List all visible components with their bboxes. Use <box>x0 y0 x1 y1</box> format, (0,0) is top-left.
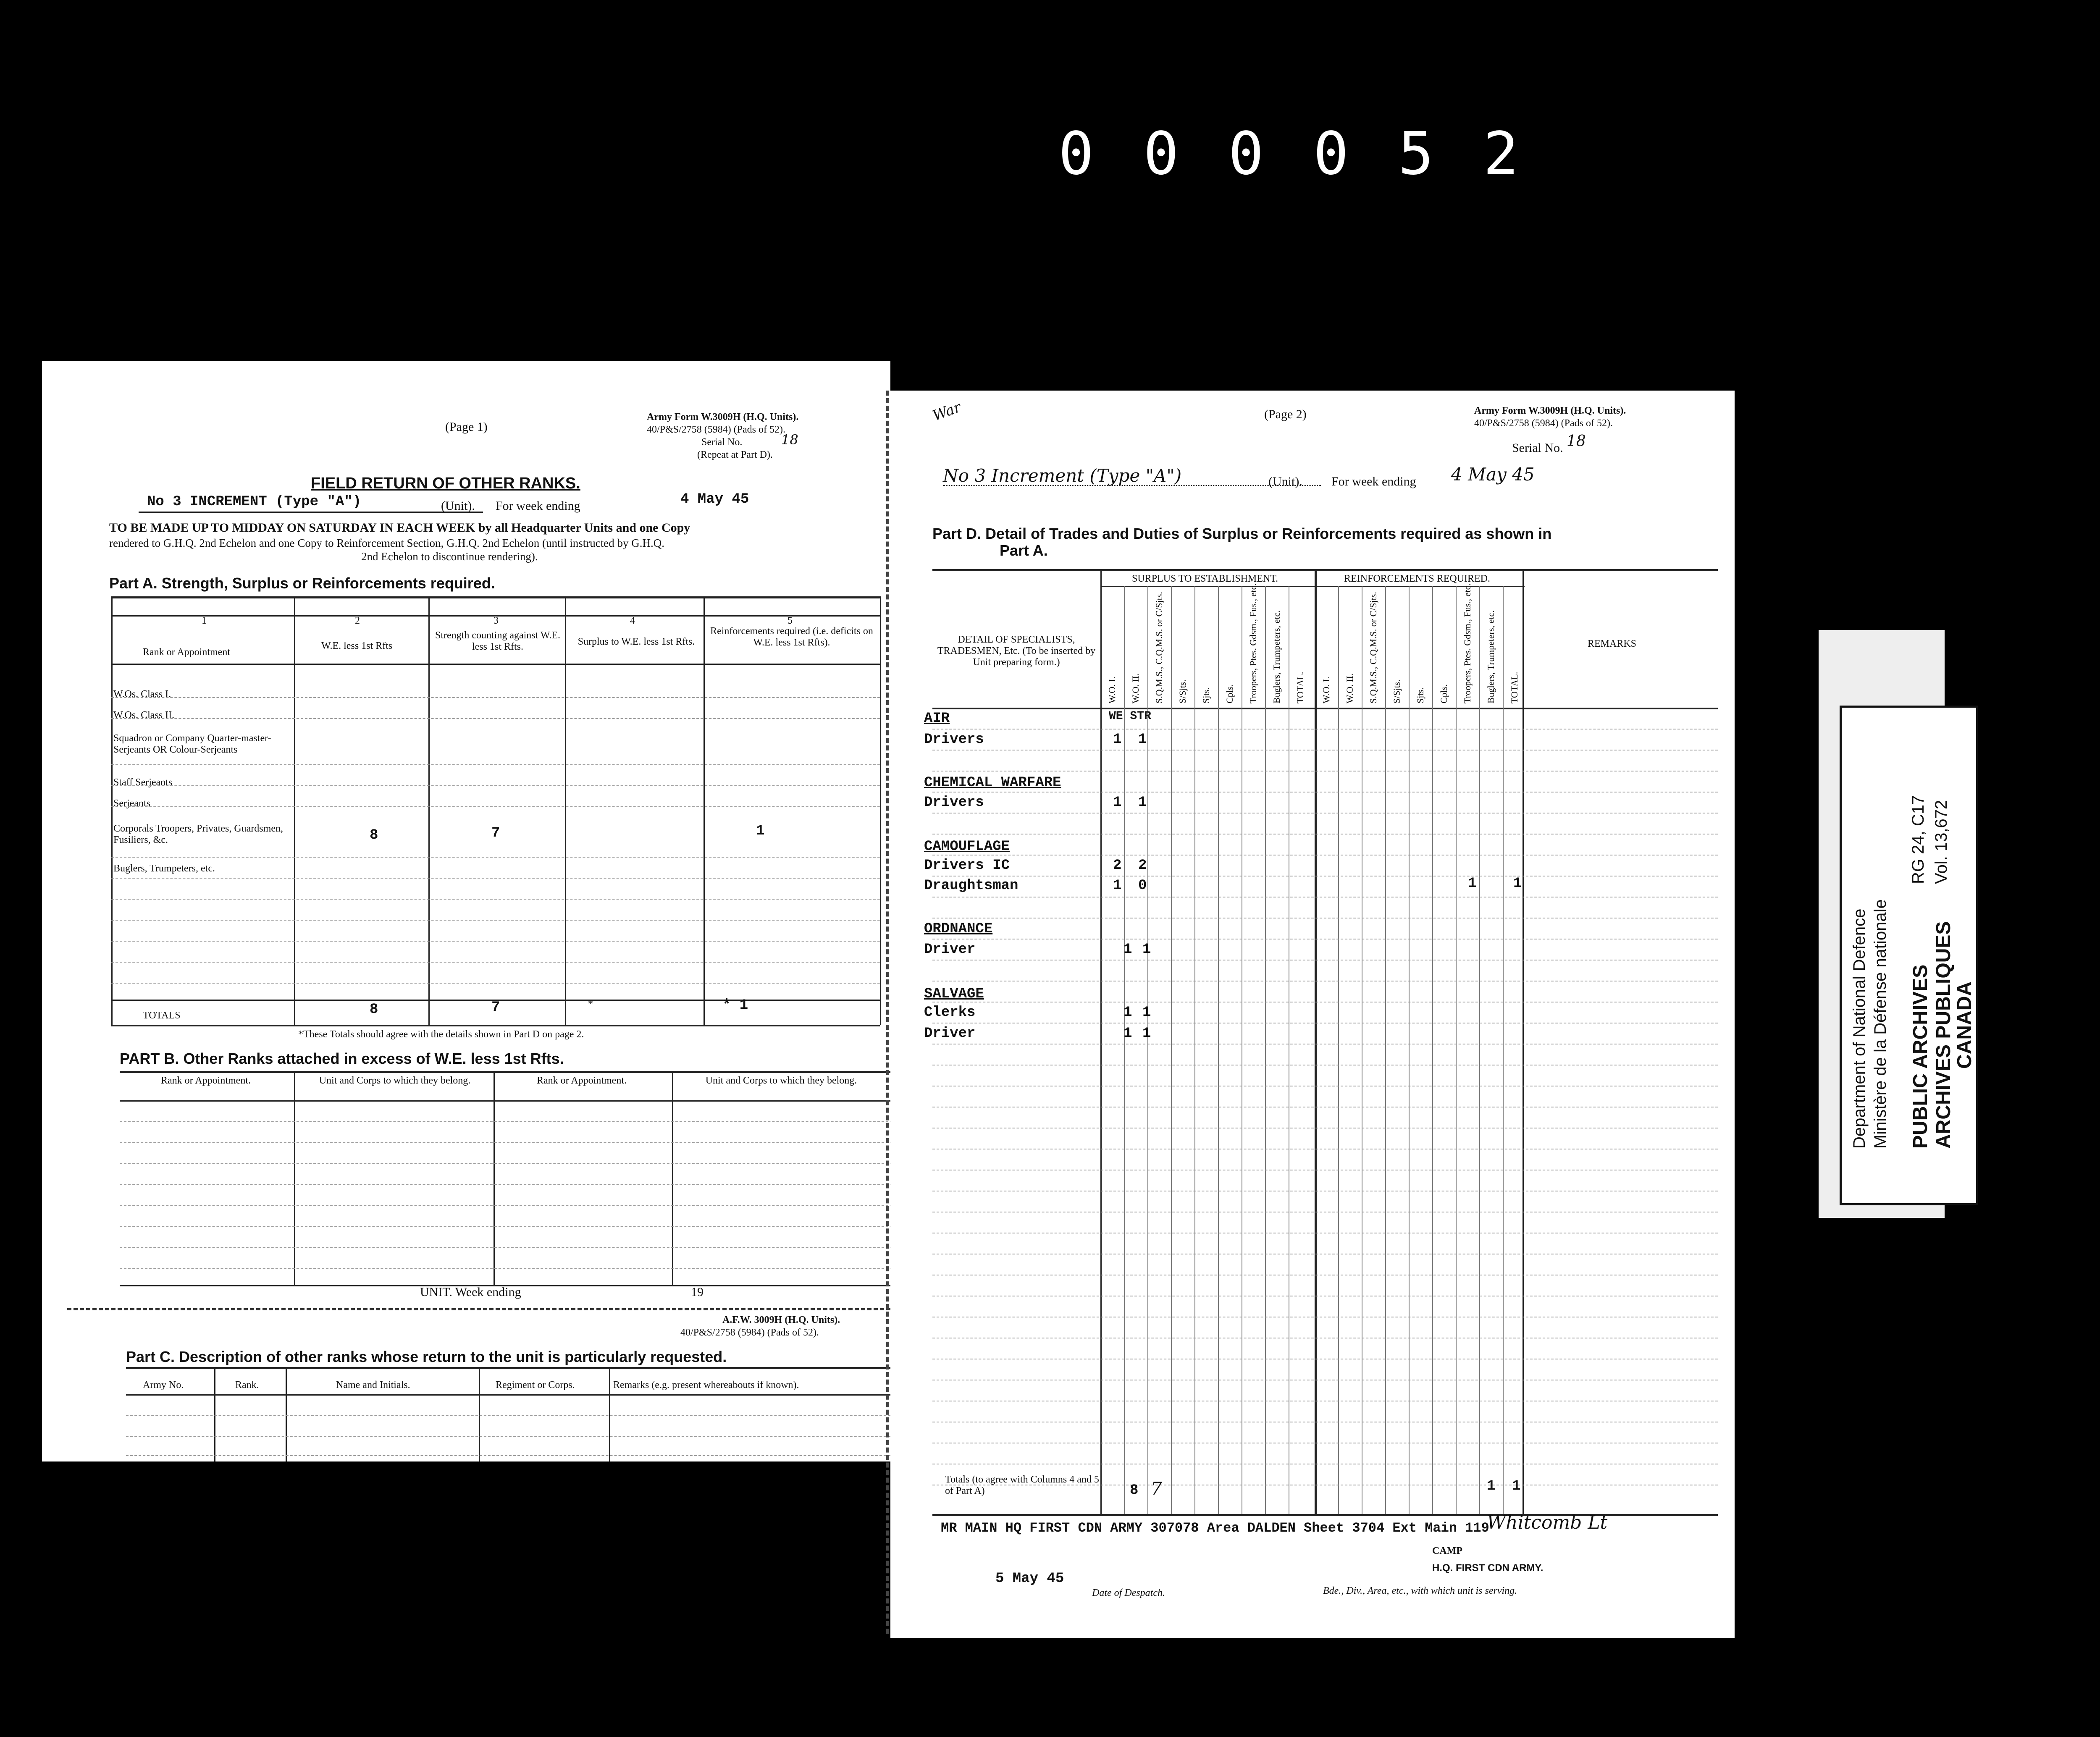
page-2-form-ref: Army Form W.3009H (H.Q. Units). <box>1474 405 1626 416</box>
header-rank: Rank or Appointment <box>143 647 230 658</box>
afw-ref-2: 40/P&S/2758 (5984) (Pads of 52). <box>680 1327 819 1338</box>
location-line: MR MAIN HQ FIRST CDN ARMY 307078 Area DALDEN Sheet 3704 Ext Main 119 <box>941 1520 1489 1536</box>
entry-trade-air: Drivers <box>924 732 984 748</box>
entry-we-chemical: 1 <box>1113 795 1122 811</box>
we-str-label: WE STR <box>1109 710 1151 723</box>
entry-section-camouflage: CAMOUFLAGE <box>924 839 1010 855</box>
page-1-sheet <box>42 361 890 1461</box>
surplus-col-sjts: Sjts. <box>1201 687 1211 703</box>
page-2-form-ref-2: 40/P&S/2758 (5984) (Pads of 52). <box>1474 418 1613 429</box>
week-label: For week ending <box>496 499 580 513</box>
war-stamp: War <box>930 399 963 425</box>
header-surplus: Surplus to W.E. less 1st Rfts. <box>578 636 695 647</box>
reinf-header: REINFORCEMENTS REQUIRED. <box>1344 573 1491 584</box>
header-strength: Strength counting against W.E. less 1st Rfts. <box>435 630 560 652</box>
part-c-header-remarks: Remarks (e.g. present whereabouts if known). <box>613 1380 799 1391</box>
reinf-col-sqms: S.Q.M.S., C.Q.M.S. or C/Sjts. <box>1368 592 1378 703</box>
totals-strength: 7 <box>491 1000 500 1015</box>
entry-str-camouflage-draughtsman: 0 <box>1138 878 1147 894</box>
page-2-serial-label: Serial No. <box>1512 441 1563 455</box>
form-ref: Army Form W.3009H (H.Q. Units). <box>647 412 799 422</box>
entry-we-salvage-driver: 1 <box>1124 1026 1132 1042</box>
archive-country: CANADA <box>1953 981 1976 1069</box>
surplus-col-total: TOTAL. <box>1295 672 1305 703</box>
part-c-header-name: Name and Initials. <box>336 1380 410 1391</box>
col-number-5: 5 <box>788 615 793 626</box>
page-2-totals-we: 8 <box>1130 1482 1139 1498</box>
entry-reinf-total-draughtsman: 1 <box>1513 876 1522 892</box>
entry-we-salvage-clerks: 1 <box>1124 1005 1132 1021</box>
row-strength-6: 7 <box>491 825 500 841</box>
archive-archives-fr: ARCHIVES PUBLIQUES <box>1932 921 1955 1149</box>
part-c-title: Part C. Description of other ranks whose return to the unit is particularly requested. <box>126 1348 727 1365</box>
instructions-3: 2nd Echelon to discontinue rendering). <box>361 550 538 563</box>
surplus-col-ptes: Troopers, Ptes. Gdsm., Fus., etc. <box>1248 583 1258 703</box>
reinf-col-wo1: W.O. I. <box>1321 677 1331 703</box>
formation-label: Bde., Div., Area, etc., with which unit is serving. <box>1323 1585 1517 1596</box>
despatch-label: Date of Despatch. <box>1092 1587 1165 1598</box>
entry-trade-ordnance: Driver <box>924 942 976 958</box>
signature: Whitcomb Lt <box>1487 1512 1608 1533</box>
entry-trade-camouflage-drivers: Drivers IC <box>924 858 1010 874</box>
page-2-label: (Page 2) <box>1264 407 1307 421</box>
archive-vol: Vol. 13,672 <box>1932 800 1950 884</box>
year-prefix: 19 <box>691 1285 704 1299</box>
instructions-2: rendered to G.H.Q. 2nd Echelon and one Copy to Reinforcement Section, G.H.Q. 2nd Echelon (until instructed by G.H.Q. <box>109 537 664 549</box>
totals-label: TOTALS <box>143 1010 181 1021</box>
surplus-col-sqms: S.Q.M.S., C.Q.M.S. or C/Sjts. <box>1154 592 1164 703</box>
form-ref-2: 40/P&S/2758 (5984) (Pads of 52). <box>647 424 785 435</box>
reinf-col-sjts: Sjts. <box>1415 687 1425 703</box>
page-2-totals-reinf-ptes: 1 <box>1487 1478 1496 1494</box>
header-reinf: Reinforcements required (i.e. deficits on W.E. less 1st Rfts). <box>710 626 873 648</box>
totals-we: 8 <box>370 1002 378 1018</box>
totals-note: *These Totals should agree with the details shown in Part D on page 2. <box>298 1029 584 1040</box>
surplus-col-wo2: W.O. II. <box>1130 673 1141 703</box>
reinf-col-wo2: W.O. II. <box>1344 673 1355 703</box>
row-rank-7: Buglers, Trumpeters, etc. <box>113 863 215 874</box>
unit-week-line: UNIT. Week ending <box>420 1285 521 1299</box>
camp-stamp-2: H.Q. FIRST CDN ARMY. <box>1432 1562 1544 1574</box>
part-b-header-4: Unit and Corps to which they belong. <box>705 1075 857 1086</box>
despatch-date: 5 May 45 <box>995 1571 1064 1587</box>
part-a-title: Part A. Strength, Surplus or Reinforcements required. <box>109 575 495 592</box>
entry-we-camouflage-draughtsman: 1 <box>1113 878 1122 894</box>
row-rank-6: Corporals Troopers, Privates, Guardsmen, Fusiliers, &c. <box>113 823 283 845</box>
surplus-header: SURPLUS TO ESTABLISHMENT. <box>1132 573 1278 584</box>
part-b-header-2: Unit and Corps to which they belong. <box>319 1075 471 1086</box>
row-reinf-6: 1 <box>756 823 765 839</box>
page-2-totals-label: Totals (to agree with Columns 4 and 5 of Part A) <box>945 1474 1099 1496</box>
remarks-header: REMARKS <box>1588 638 1637 649</box>
row-rank-1: W.Os. Class I. <box>113 689 171 700</box>
surplus-col-wo1: W.O. I. <box>1107 677 1117 703</box>
part-b-header-3: Rank or Appointment. <box>537 1075 627 1086</box>
col-number-1: 1 <box>202 615 207 626</box>
archive-dept-en: Department of National Defence <box>1850 908 1869 1149</box>
part-d-title-2: Part A. <box>1000 542 1048 559</box>
row-rank-3: Squadron or Company Quarter-master-Serjeants OR Colour-Serjeants <box>113 733 271 755</box>
archive-dept-fr: Ministère de la Défense nationale <box>1871 899 1890 1149</box>
entry-str-camouflage-drivers: 2 <box>1138 858 1147 874</box>
instructions-1: TO BE MADE UP TO MIDDAY ON SATURDAY IN EACH WEEK by all Headquarter Units and one Copy <box>109 521 690 535</box>
page-2-serial-value: 18 <box>1567 433 1586 450</box>
col-number-4: 4 <box>630 615 635 626</box>
totals-surplus: * <box>588 999 593 1010</box>
page-2-totals-reinf-total: 1 <box>1512 1478 1521 1494</box>
detail-header: DETAIL OF SPECIALISTS, TRADESMEN, Etc. (To be inserted by Unit preparing form.) <box>937 634 1096 668</box>
archive-rg: RG 24, C17 <box>1909 795 1927 884</box>
entry-trade-camouflage-draughtsman: Draughtsman <box>924 878 1018 894</box>
archive-label <box>1840 706 1978 1205</box>
page-2-week-value: 4 May 45 <box>1451 464 1535 485</box>
repeat-note: (Repeat at Part D). <box>697 449 773 460</box>
row-rank-2: W.Os. Class II. <box>113 710 175 721</box>
totals-reinf: * 1 <box>722 997 748 1013</box>
part-b-header-1: Rank or Appointment. <box>161 1075 251 1086</box>
reinf-col-ptes: Troopers, Ptes. Gdsm., Fus., etc. <box>1462 583 1473 703</box>
entry-section-air: AIR <box>924 711 950 727</box>
entry-we-air: 1 <box>1113 732 1122 748</box>
form-title: FIELD RETURN OF OTHER RANKS. <box>311 475 580 492</box>
page-2-unit-label: (Unit). <box>1268 475 1302 488</box>
entry-trade-salvage-driver: Driver <box>924 1026 976 1042</box>
unit-value: No 3 INCREMENT (Type "A") <box>147 494 362 510</box>
entry-trade-salvage-clerks: Clerks <box>924 1005 976 1021</box>
camp-stamp-1: CAMP <box>1432 1545 1462 1556</box>
entry-reinf-ptes-draughtsman: 1 <box>1468 876 1477 892</box>
entry-section-salvage: SALVAGE <box>924 986 984 1002</box>
reinf-col-total: TOTAL. <box>1509 672 1520 703</box>
archive-archives-en: PUBLIC ARCHIVES <box>1909 964 1932 1149</box>
reinf-col-cpls: Cpls. <box>1438 684 1449 703</box>
col-number-3: 3 <box>494 615 499 626</box>
entry-section-ordnance: ORDNANCE <box>924 921 993 937</box>
surplus-col-buglers: Buglers, Trumpeters, etc. <box>1271 610 1282 703</box>
entry-str-chemical: 1 <box>1138 795 1147 811</box>
part-c-header-rank: Rank. <box>235 1380 259 1391</box>
serial-value: 18 <box>781 432 798 448</box>
page-1-label: (Page 1) <box>445 420 488 434</box>
part-d-title: Part D. Detail of Trades and Duties of Surplus or Reinforcements required as shown in <box>932 525 1552 542</box>
part-c-header-army-no: Army No. <box>143 1380 184 1391</box>
header-we: W.E. less 1st Rfts <box>321 640 393 651</box>
entry-we-ordnance: 1 <box>1124 942 1132 958</box>
entry-str-salvage-clerks: 1 <box>1142 1005 1151 1021</box>
unit-label: (Unit). <box>441 499 475 513</box>
fold-line <box>886 391 889 1634</box>
entry-str-salvage-driver: 1 <box>1142 1026 1151 1042</box>
surplus-col-cpls: Cpls. <box>1224 684 1235 703</box>
week-value: 4 May 45 <box>680 491 749 507</box>
part-b-title: PART B. Other Ranks attached in excess of W.E. less 1st Rfts. <box>120 1050 564 1067</box>
entry-section-chemical: CHEMICAL WARFARE <box>924 775 1061 791</box>
entry-trade-chemical: Drivers <box>924 795 984 811</box>
row-rank-4: Staff Serjeants <box>113 777 173 788</box>
page-2-sheet <box>890 391 1735 1638</box>
page-2-totals-str: 7 <box>1151 1478 1162 1499</box>
entry-str-ordnance: 1 <box>1142 942 1151 958</box>
surplus-col-ssjts: S/Sjts. <box>1177 680 1188 703</box>
entry-we-camouflage-drivers: 2 <box>1113 858 1122 874</box>
part-c-header-regiment: Regiment or Corps. <box>496 1380 575 1391</box>
reinf-col-buglers: Buglers, Trumpeters, etc. <box>1486 610 1496 703</box>
entry-str-air: 1 <box>1138 732 1147 748</box>
afw-ref: A.F.W. 3009H (H.Q. Units). <box>722 1315 840 1325</box>
page-2-week-label: For week ending <box>1331 475 1416 488</box>
col-number-2: 2 <box>355 615 360 626</box>
serial-label: Serial No. <box>701 437 743 448</box>
frame-number: 000052 <box>1058 120 1568 188</box>
row-rank-5: Serjeants <box>113 798 150 809</box>
row-we-6: 8 <box>370 827 378 843</box>
reinf-col-ssjts: S/Sjts. <box>1391 680 1402 703</box>
page-2-unit-value: No 3 Increment (Type "A") <box>943 465 1182 486</box>
